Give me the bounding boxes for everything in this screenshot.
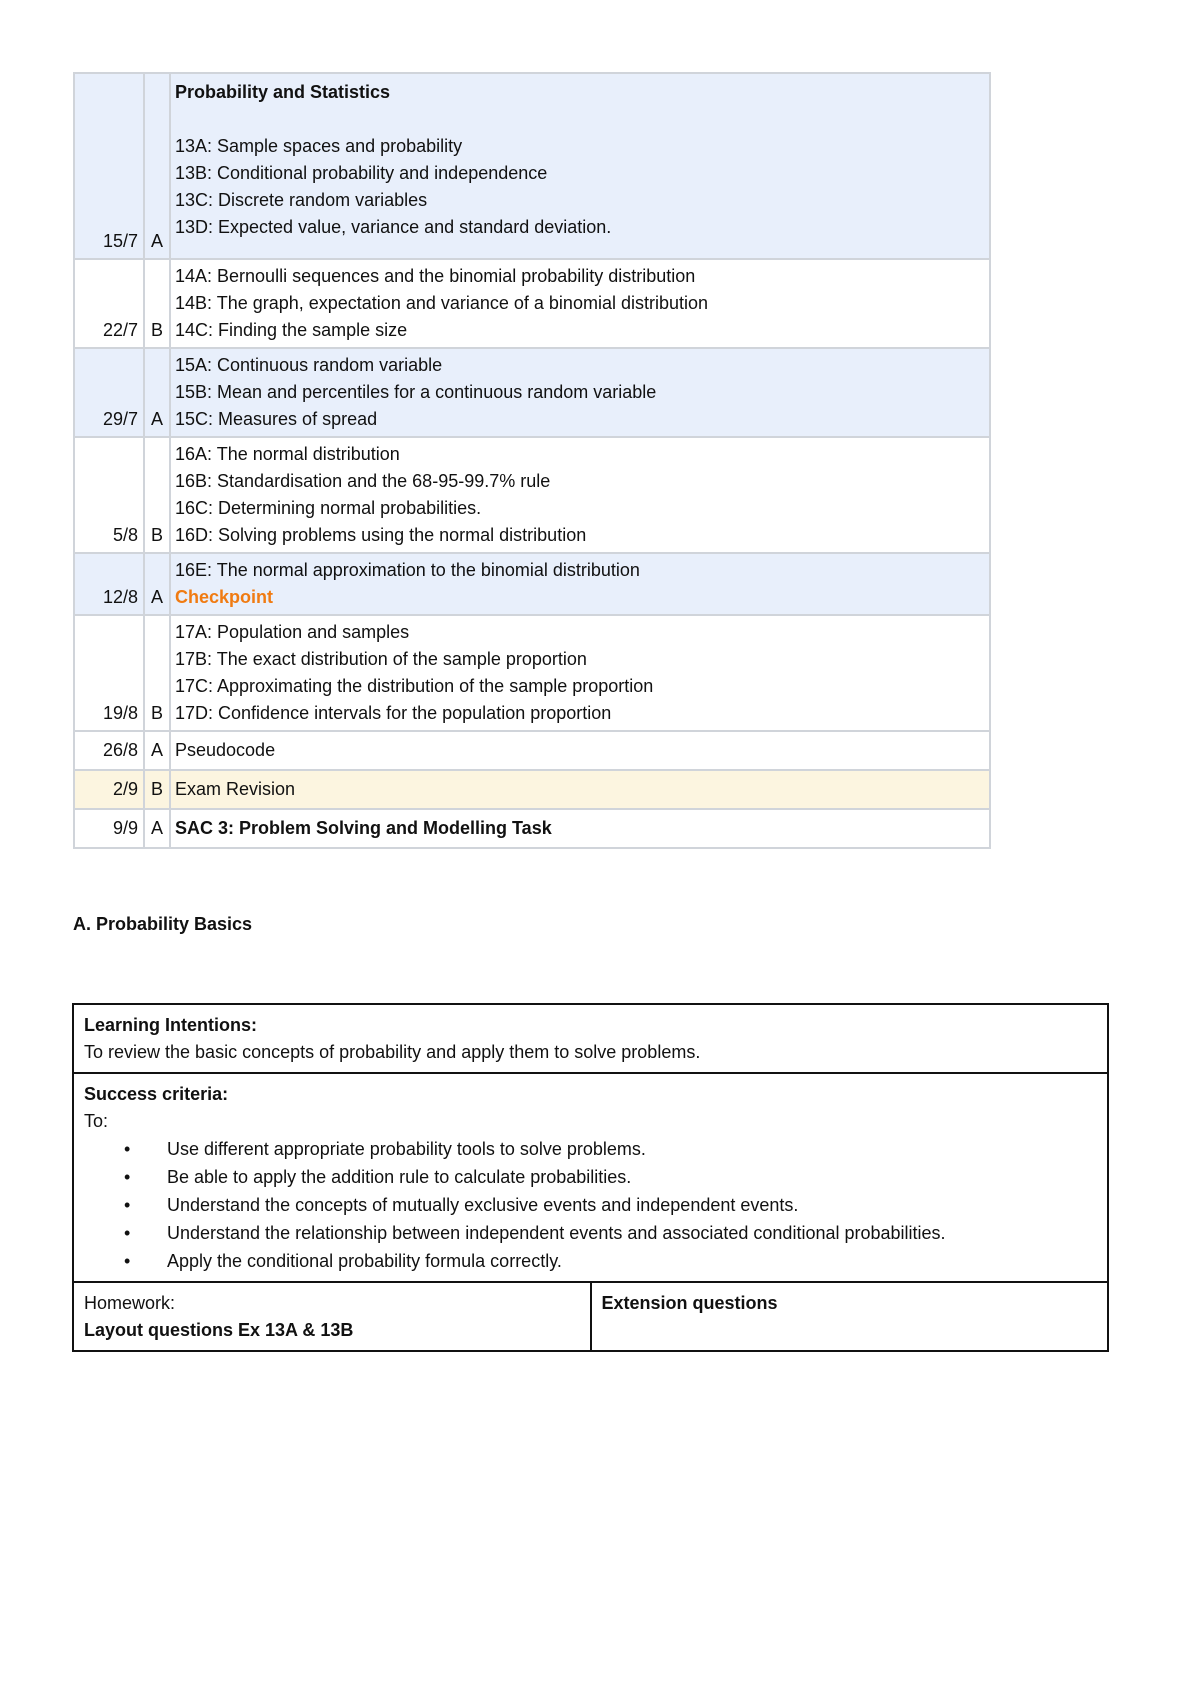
row-date: 22/7	[74, 259, 144, 348]
learning-intentions-label: Learning Intentions:	[84, 1015, 257, 1035]
topic-line: 13D: Expected value, variance and standard deviation.	[175, 217, 612, 237]
lesson-plan-table	[72, 1003, 1109, 1352]
row-week: A	[144, 553, 170, 615]
bullet-icon: •	[124, 1139, 131, 1159]
homework-text: Layout questions Ex 13A & 13B	[84, 1320, 354, 1340]
topic-line: 16C: Determining normal probabilities.	[175, 498, 482, 518]
list-item	[84, 1219, 1097, 1247]
list-item	[84, 1247, 1097, 1275]
bullet-icon: •	[124, 1195, 131, 1215]
row-date: 15/7	[74, 73, 144, 259]
list-item	[84, 1163, 1097, 1191]
list-item-text: Apply the conditional probability formula correctly.	[167, 1251, 562, 1271]
topic-line: 16D: Solving problems using the normal distribution	[175, 525, 587, 545]
schedule-row	[74, 615, 990, 731]
extension-label: Extension questions	[601, 1293, 778, 1313]
success-criteria-list	[84, 1135, 1097, 1275]
schedule-row	[74, 259, 990, 348]
list-item-text: Understand the relationship between independent events and associated conditional probabilities.	[167, 1223, 946, 1243]
row-date: 2/9	[74, 770, 144, 809]
topic-line: 15C: Measures of spread	[175, 409, 378, 429]
bullet-icon: •	[124, 1223, 131, 1243]
spacer	[175, 106, 985, 133]
schedule-row	[74, 809, 990, 848]
row-topics	[170, 553, 990, 615]
success-criteria-cell	[73, 1073, 1108, 1282]
row-date: 26/8	[74, 731, 144, 770]
topic-line: 13A: Sample spaces and probability	[175, 136, 463, 156]
topic-line: 13C: Discrete random variables	[175, 190, 428, 210]
schedule-row	[74, 348, 990, 437]
row-topics: Exam Revision	[170, 770, 990, 809]
row-date: 5/8	[74, 437, 144, 553]
row-week: A	[144, 809, 170, 848]
topic-line: 17D: Confidence intervals for the population proportion	[175, 703, 612, 723]
schedule-table	[73, 72, 991, 849]
row-week: B	[144, 437, 170, 553]
topic-line: 16E: The normal approximation to the binomial distribution	[175, 560, 640, 580]
learning-intentions-row	[73, 1004, 1108, 1073]
row-date: 12/8	[74, 553, 144, 615]
topic-title: Probability and Statistics	[175, 82, 391, 102]
spacer	[175, 241, 985, 255]
topic-line: 17B: The exact distribution of the sample proportion	[175, 649, 587, 669]
topic-line: 16B: Standardisation and the 68-95-99.7% rule	[175, 471, 551, 491]
checkpoint-label: Checkpoint	[175, 587, 274, 607]
schedule-row	[74, 731, 990, 770]
row-topics	[170, 348, 990, 437]
schedule-row	[74, 553, 990, 615]
row-date: 29/7	[74, 348, 144, 437]
learning-intentions-cell	[73, 1004, 1108, 1073]
row-week: A	[144, 731, 170, 770]
schedule-row	[74, 437, 990, 553]
success-criteria-intro: To:	[84, 1111, 109, 1131]
list-item-text: Understand the concepts of mutually exclusive events and independent events.	[167, 1195, 799, 1215]
homework-label: Homework:	[84, 1293, 176, 1313]
homework-cell	[73, 1282, 591, 1351]
topic-line: 15A: Continuous random variable	[175, 355, 443, 375]
list-item-text: Use different appropriate probability tools to solve problems.	[167, 1139, 646, 1159]
list-item	[84, 1135, 1097, 1163]
schedule-row	[74, 73, 990, 259]
row-topics	[170, 259, 990, 348]
topic-line: 16A: The normal distribution	[175, 444, 400, 464]
row-topics: SAC 3: Problem Solving and Modelling Task	[170, 809, 990, 848]
row-topics	[170, 73, 990, 259]
learning-intentions-text: To review the basic concepts of probability and apply them to solve problems.	[84, 1042, 701, 1062]
bullet-icon: •	[124, 1251, 131, 1271]
row-week: B	[144, 615, 170, 731]
row-week: A	[144, 73, 170, 259]
topic-line: 17C: Approximating the distribution of the sample proportion	[175, 676, 654, 696]
topic-line: 13B: Conditional probability and independence	[175, 163, 548, 183]
section-heading: A. Probability Basics	[73, 914, 253, 934]
row-topics: Pseudocode	[170, 731, 990, 770]
row-week: B	[144, 770, 170, 809]
topic-line: 15B: Mean and percentiles for a continuous random variable	[175, 382, 657, 402]
bullet-icon: •	[124, 1167, 131, 1187]
row-topics	[170, 437, 990, 553]
list-item	[84, 1191, 1097, 1219]
topic-line: 17A: Population and samples	[175, 622, 410, 642]
list-item-text: Be able to apply the addition rule to calculate probabilities.	[167, 1167, 632, 1187]
row-week: A	[144, 348, 170, 437]
row-date: 19/8	[74, 615, 144, 731]
row-week: B	[144, 259, 170, 348]
topic-line: 14B: The graph, expectation and variance of a binomial distribution	[175, 293, 709, 313]
schedule-row	[74, 770, 990, 809]
homework-row	[73, 1282, 1108, 1351]
topic-line: 14C: Finding the sample size	[175, 320, 408, 340]
success-criteria-row	[73, 1073, 1108, 1282]
success-criteria-label: Success criteria:	[84, 1084, 229, 1104]
row-topics	[170, 615, 990, 731]
row-date: 9/9	[74, 809, 144, 848]
topic-line: 14A: Bernoulli sequences and the binomial probability distribution	[175, 266, 696, 286]
extension-cell	[591, 1282, 1109, 1351]
